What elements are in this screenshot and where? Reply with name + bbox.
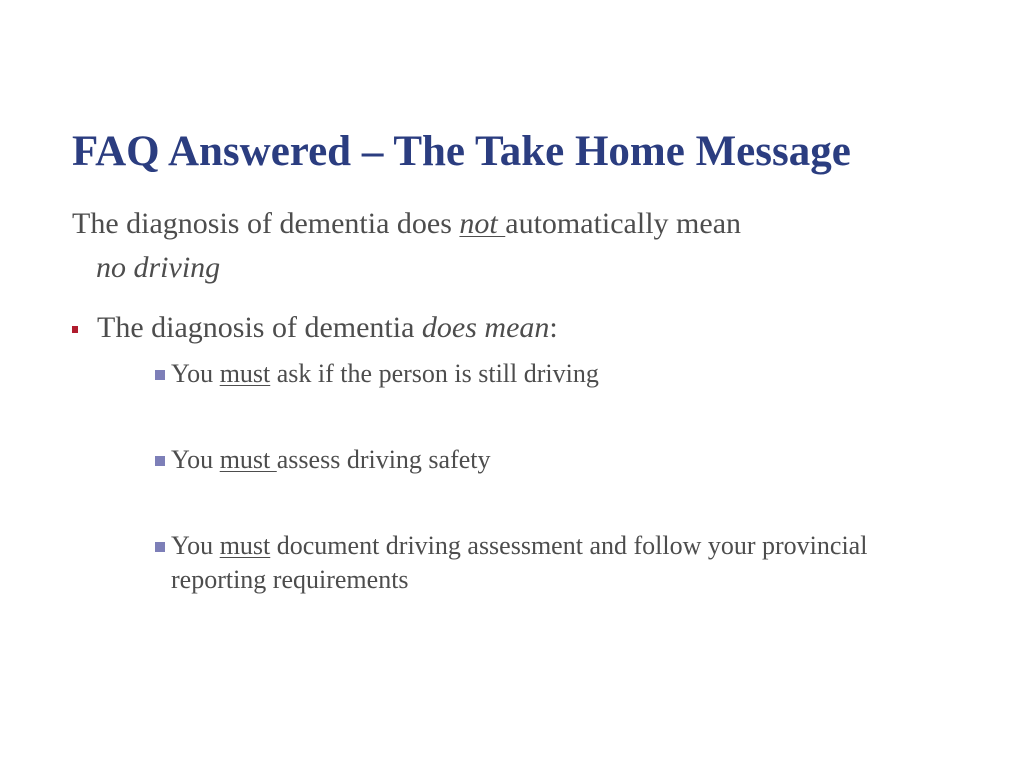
intro-no-driving: no driving: [96, 251, 221, 284]
sub-bullet-rest: ask if the person is still driving: [270, 359, 599, 388]
square-bullet-icon: [155, 456, 165, 466]
sub-bullet-item: [155, 443, 955, 477]
square-bullet-icon: [155, 542, 165, 552]
bullet-does-mean: [72, 306, 982, 350]
square-bullet-icon: [155, 370, 165, 380]
sub-bullet-text: [155, 529, 955, 597]
intro-emphasis-not: not: [459, 207, 506, 240]
sub-bullet-keyword-must: must: [219, 359, 271, 388]
bullet-emphasis-does-mean: does mean: [421, 311, 550, 344]
sub-bullet-keyword-must: must: [219, 531, 271, 560]
sub-bullet-rest: assess driving safety: [276, 445, 491, 474]
bullet-text-lead: The diagnosis of dementia: [97, 311, 422, 344]
sub-bullet-prefix: You: [171, 445, 220, 474]
bullet-suffix: :: [549, 311, 558, 344]
bullet-text: [72, 306, 982, 350]
sub-bullet-text: [155, 357, 955, 391]
sub-bullet-keyword-must: must: [219, 445, 277, 474]
intro-text-part1: The diagnosis of dementia does: [72, 207, 460, 240]
sub-bullet-rest: document driving assessment and follow your provincial reporting requirements: [171, 531, 868, 594]
sub-bullet-text: [155, 443, 955, 477]
intro-text-part2: automatically mean: [505, 207, 742, 240]
sub-bullet-item: [155, 529, 955, 597]
intro-paragraph: [72, 202, 982, 290]
square-bullet-icon: [72, 326, 78, 333]
sub-bullet-prefix: You: [171, 531, 220, 560]
sub-bullet-prefix: You: [171, 359, 220, 388]
slide-title: FAQ Answered – The Take Home Message: [72, 128, 851, 175]
sub-bullet-item: [155, 357, 955, 391]
